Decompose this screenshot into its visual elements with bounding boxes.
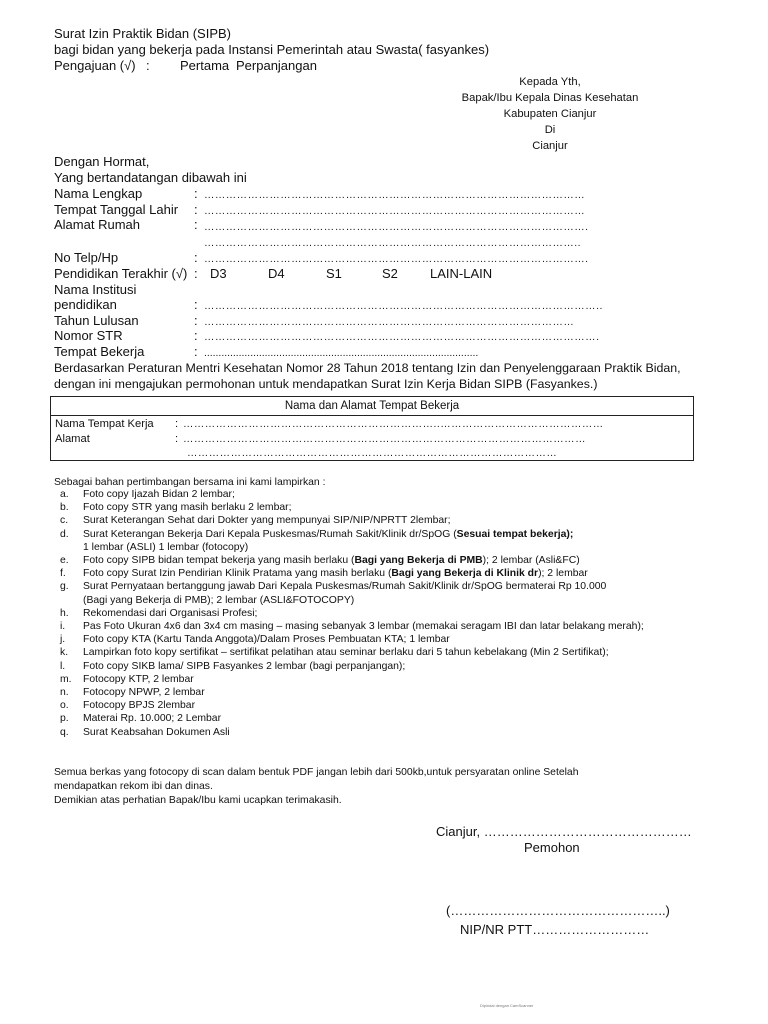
attachment-item: Foto copy Ijazah Bidan 2 lembar;: [83, 489, 235, 500]
label-institusi: Nama Institusi: [54, 282, 137, 297]
attachment-item: Foto copy SIKB lama/ SIPB Fasyankes 2 lembar (bagi perpanjangan);: [83, 660, 406, 672]
attachment-letter: e.: [60, 555, 69, 566]
label-tahun-lulusan: Tahun Lulusan: [54, 313, 139, 328]
scanner-watermark: Dipindai dengan CamScanner: [480, 1003, 534, 1008]
field-alamat-kerja-1[interactable]: …………………………………………………………………………………………………: [183, 434, 586, 445]
label-institusi-2: pendidikan: [54, 297, 117, 312]
attachment-letter: n.: [60, 687, 69, 698]
label-tempat-bekerja: Tempat Bekerja: [54, 344, 145, 359]
edu-option-s2[interactable]: S2: [382, 266, 398, 281]
address-line-5: Cianjur: [532, 140, 568, 152]
field-nomor-str[interactable]: ……………………………………………………………………………………………….: [204, 332, 600, 343]
field-nama-tempat-kerja[interactable]: ……………………………………………………………..………………………………………: [183, 419, 604, 430]
attachment-item: [83, 528, 573, 541]
attachment-item: Surat Pernyataan bertanggung jawab Dari Kepala Puskesmas/Rumah Sakit/Klinik dr/SpOG bermaterai Rp 10.000: [83, 581, 607, 593]
field-alamat-rumah-1[interactable]: …………………………………………………………………………………………….: [204, 222, 589, 233]
workplace-box: [50, 396, 694, 461]
attachment-item-text: Foto copy Surat Izin Pendirian Klinik Pratama yang masih berlaku (: [83, 568, 392, 580]
attachment-letter: m.: [60, 673, 72, 685]
attachment-item: Materai Rp. 10.000; 2 Lembar: [83, 713, 222, 725]
attachment-item-text: Foto copy SIPB bidan tempat bekerja yang masih berlaku (: [83, 555, 355, 566]
address-line-1: Kepada Yth,: [519, 76, 581, 88]
attachment-letter: o.: [60, 700, 69, 712]
greeting: Dengan Hormat,: [54, 154, 150, 169]
attachment-item: Foto copy STR yang masih berlaku 2 lembar;: [83, 502, 292, 514]
attachment-item: Foto copy KTA (Kartu Tanda Anggota)/Dalam Proses Pembuatan KTA; 1 lembar: [83, 634, 450, 646]
signature-role: Pemohon: [524, 840, 580, 855]
signature-nip[interactable]: NIP/NR PTT………………………: [460, 922, 650, 937]
colon: :: [194, 297, 198, 312]
option-pertama[interactable]: Pertama: [180, 58, 230, 73]
attachments-intro: Sebagai bahan pertimbangan bersama ini kami lampirkan :: [54, 477, 326, 488]
attachment-letter: q.: [60, 726, 69, 738]
colon: :: [194, 186, 198, 201]
pengajuan-colon: :: [146, 58, 150, 73]
edu-option-lain[interactable]: LAIN-LAIN: [430, 266, 493, 281]
edu-option-s1[interactable]: S1: [326, 266, 342, 281]
closing-line-3: Demikian atas perhatian Bapak/Ibu kami ucapkan terimakasih.: [54, 795, 342, 806]
colon: :: [194, 266, 198, 281]
attachment-letter: p.: [60, 713, 69, 725]
attachment-item-bold: Bagi yang Bekerja di Klinik dr: [391, 568, 539, 580]
attachment-letter: c.: [60, 515, 69, 527]
attachment-letter: h.: [60, 607, 69, 619]
attachment-letter: k.: [60, 647, 69, 659]
workplace-box-title: Nama dan Alamat Tempat Bekerja: [51, 397, 693, 416]
field-alamat-kerja-2[interactable]: …………………………………………………………………………………………: [187, 448, 558, 459]
attachment-letter: j.: [60, 634, 66, 646]
colon: :: [194, 217, 198, 232]
attachment-item-text: Surat Keterangan Bekerja Dari Kepala Puskesmas/Rumah Sakit/Klinik dr/SpOG (: [83, 528, 457, 540]
colon: :: [194, 313, 198, 328]
address-line-2: Bapak/Ibu Kepala Dinas Kesehatan: [461, 92, 639, 104]
label-ttl: Tempat Tanggal Lahir: [54, 202, 179, 217]
attachment-letter: a.: [60, 489, 69, 500]
attachment-item: Surat Keterangan Sehat dari Dokter yang mempunyai SIP/NIP/NPRTT 2lembar;: [83, 515, 451, 527]
field-tempat-bekerja[interactable]: ...............................................................................................: [204, 348, 479, 359]
label-alamat-rumah: Alamat Rumah: [54, 217, 140, 232]
attachment-letter: d.: [60, 528, 69, 540]
attachment-item: 1 lembar (ASLI) 1 lembar (fotocopy): [83, 541, 249, 553]
colon: :: [194, 250, 198, 265]
closing-line-2: mendapatkan rekom ibi dan dinas.: [54, 781, 213, 792]
attachment-item: Fotocopy BPJS 2lembar: [83, 700, 196, 712]
colon: :: [175, 418, 179, 430]
attachment-item: Fotocopy KTP, 2 lembar: [83, 673, 194, 685]
field-institusi[interactable]: ………………………………………………………………………………………………..: [204, 301, 603, 312]
attachment-item: Rekomendasi dari Organisasi Profesi;: [83, 607, 258, 619]
attachment-item: (Bagi yang Bekerja di PMB); 2 lembar (ASLI&FOTOCOPY): [83, 594, 355, 606]
attachment-letter: g.: [60, 581, 69, 593]
field-tahun-lulusan[interactable]: …………………………………………………………………………………………: [204, 317, 575, 328]
label-nomor-str: Nomor STR: [54, 328, 123, 343]
intro-line-2: dengan ini mengajukan permohonan untuk mendapatkan Surat Izin Kerja Bidan SIPB (Fasyankes.): [54, 377, 598, 391]
label-alamat-kerja: Alamat: [55, 433, 90, 445]
attachment-letter: f.: [60, 568, 66, 580]
field-telp[interactable]: …………………………………………………………………………………………….: [204, 254, 589, 265]
attachment-item-bold: Bagi yang Bekerja di PMB: [354, 555, 483, 566]
greeting-intro: Yang bertandatangan dibawah ini: [54, 170, 247, 185]
colon: :: [194, 344, 198, 359]
label-telp: No Telp/Hp: [54, 250, 119, 265]
attachment-item-text-after: ); 2 lembar (Asli&FC): [482, 555, 580, 566]
attachment-letter: b.: [60, 502, 69, 514]
attachment-item-text-after: ); 2 lembar: [538, 568, 588, 580]
address-line-3: Kabupaten Cianjur: [503, 108, 597, 120]
form-subtitle: bagi bidan yang bekerja pada Instansi Pemerintah atau Swasta( fasyankes): [54, 42, 490, 57]
form-title: Surat Izin Praktik Bidan (SIPB): [54, 26, 232, 41]
closing-line-1: Semua berkas yang fotocopy di scan dalam bentuk PDF jangan lebih dari 500kb,untuk persyaratan online Setelah: [54, 767, 579, 778]
attachment-letter: l.: [60, 660, 66, 672]
intro-line-1: Berdasarkan Peraturan Mentri Kesehatan Nomor 28 Tahun 2018 tentang Izin dan Penyelenggaraan Praktik Bidan,: [54, 361, 681, 375]
attachment-item: Lampirkan foto kopy sertifikat – sertifikat pelatihan atau seminar berlaku dari 5 tahun kebelakang (Min 2 Sertifikat);: [83, 647, 609, 659]
field-nama-lengkap[interactable]: ……………………………………………………………………………………………: [204, 190, 586, 201]
colon: :: [175, 433, 179, 445]
attachment-letter: i.: [60, 621, 66, 632]
colon: :: [194, 202, 198, 217]
field-alamat-rumah-2[interactable]: …………………………………………………………………………………………..: [204, 238, 582, 249]
label-nama-tempat-kerja: Nama Tempat Kerja: [55, 418, 154, 430]
label-nama-lengkap: Nama Lengkap: [54, 186, 143, 201]
attachment-item-bold: Sesuai tempat bekerja);: [456, 528, 574, 540]
address-line-4: Di: [544, 124, 556, 136]
edu-option-d3[interactable]: D3: [210, 266, 227, 281]
attachment-item: Fotocopy NPWP, 2 lembar: [83, 687, 205, 698]
signature-place-date[interactable]: Cianjur, …………………………………………: [436, 824, 692, 839]
attachment-item: [83, 554, 580, 567]
option-perpanjangan[interactable]: Perpanjangan: [236, 58, 317, 73]
field-ttl[interactable]: ……………………………………………………………………………………………: [204, 206, 586, 217]
pengajuan-label: Pengajuan (√): [54, 58, 136, 73]
attachment-item: Surat Keabsahan Dokumen Asli: [83, 726, 230, 738]
attachment-item: [83, 567, 588, 580]
signature-name[interactable]: (…………………………………………..): [446, 903, 670, 918]
label-pendidikan: Pendidikan Terakhir (√): [54, 266, 188, 281]
attachment-item: Pas Foto Ukuran 4x6 dan 3x4 cm masing – masing sebanyak 3 lembar (memakai seragam IBI dan latar belakang merah);: [83, 621, 644, 632]
colon: :: [194, 328, 198, 343]
edu-option-d4[interactable]: D4: [268, 266, 285, 281]
